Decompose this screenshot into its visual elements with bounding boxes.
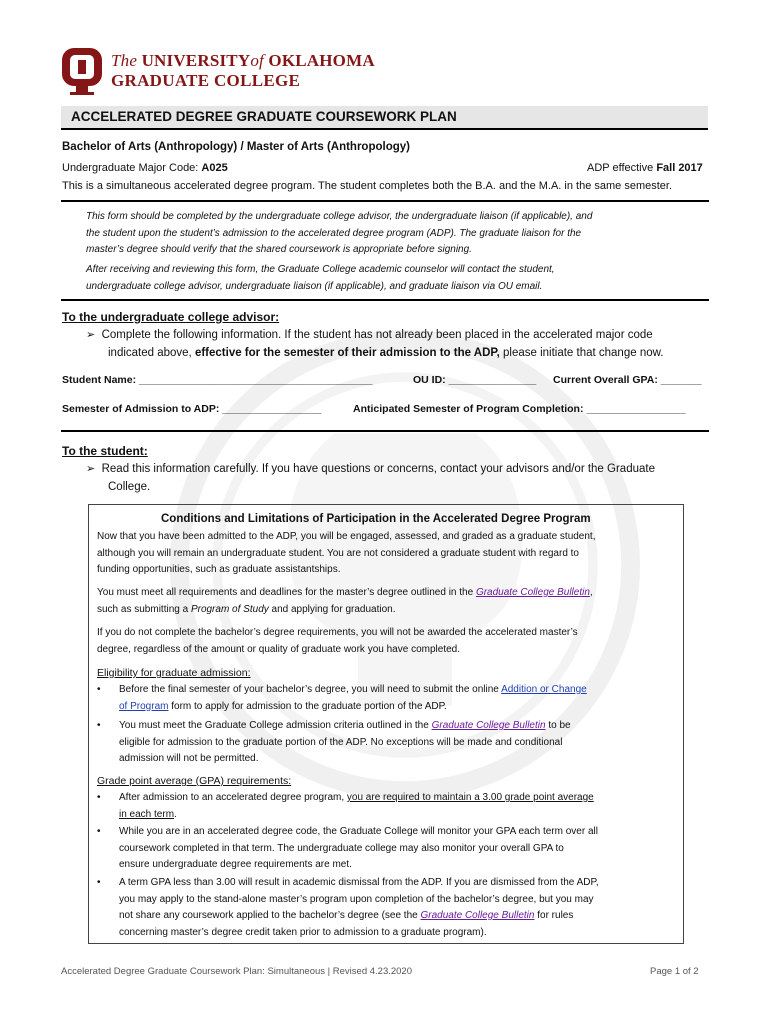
arrow-bullet-icon: ➢ <box>86 329 96 341</box>
bulletin-link[interactable]: Graduate College Bulletin <box>431 720 546 731</box>
box-paragraph-3: If you do not complete the bachelor’s degree requirements, you will not be awarded the accelerated master’s degree, regardless of the amount or quality of graduate work you have completed. <box>97 627 578 655</box>
gpa-item-text: A term GPA less than 3.00 will result in academic dismissal from the ADP. If you are dismissed from the ADP, you may apply to the stand-alone master’s program upon completion of the bachelor’s degree, but you may not share any coursework applied to the bachelor’s degree (see the Graduate College Bulletin for rules concerning master’s degree credit taken prior to admission to a graduate program). <box>119 877 599 938</box>
bulletin-link[interactable]: Graduate College Bulletin <box>420 910 535 921</box>
box-title: Conditions and Limitations of Participation in the Accelerated Degree Program <box>161 513 591 525</box>
gpa-item <box>97 790 101 807</box>
addition-change-link[interactable]: Addition or Change <box>501 684 587 695</box>
gpa-item <box>97 824 101 841</box>
program-description: This is a simultaneous accelerated degree program. The student completes both the B.A. and the M.A. in the same semester. <box>62 180 673 192</box>
university-name: The UNIVERSITYof OKLAHOMA <box>111 51 375 70</box>
college-name: GRADUATE COLLEGE <box>111 71 301 90</box>
form-title-bar <box>61 106 708 130</box>
advisor-heading: To the undergraduate college advisor: <box>62 310 280 324</box>
bulletin-link[interactable]: Graduate College Bulletin <box>475 587 590 598</box>
instructions-paragraph-1: This form should be completed by the undergraduate college advisor, the undergraduate liaison (if applicable), and the student upon the student’s admission to the accelerated degree program (ADP). The graduate liaison for the master’s degree should verify that the shared coursework is appropriate before signing. <box>86 211 593 255</box>
student-name-field[interactable]: Student Name: ________________________________________ <box>62 374 373 386</box>
program-name: Bachelor of Arts (Anthropology) / Master of Arts (Anthropology) <box>62 141 410 153</box>
eligibility-item-text: Before the final semester of your bachelor’s degree, you will need to submit the online Addition or Change of Program form to apply for admission to the graduate portion of the ADP. <box>119 684 587 712</box>
gpa-heading: Grade point average (GPA) requirements: <box>97 775 292 787</box>
anticipated-completion-field[interactable]: Anticipated Semester of Program Completion: _________________ <box>353 403 686 415</box>
gpa-field[interactable]: Current Overall GPA: _______ <box>553 374 702 386</box>
bullet-icon: • <box>97 877 101 888</box>
instructions-paragraph-2: After receiving and reviewing this form, the Graduate College academic counselor will contact the student, undergraduate college advisor, undergraduate liaison (if applicable), and graduate liaison via OU email. <box>86 264 555 292</box>
form-title: ACCELERATED DEGREE GRADUATE COURSEWORK PLAN <box>71 109 457 124</box>
ou-logo-icon <box>60 46 104 96</box>
eligibility-heading: Eligibility for graduate admission: <box>97 667 251 679</box>
divider <box>61 200 709 202</box>
arrow-bullet-icon: ➢ <box>86 463 96 475</box>
bullet-icon: • <box>97 792 101 803</box>
gpa-item-text: While you are in an accelerated degree code, the Graduate College will monitor your GPA each term over all coursework completed in that term. The undergraduate college may also monitor your overall GPA to ensure undergraduate degree requirements are met. <box>119 826 598 870</box>
footer-text: Accelerated Degree Graduate Coursework Plan: Simultaneous | Revised 4.23.2020 <box>61 966 412 977</box>
divider <box>61 299 709 301</box>
eligibility-item <box>97 682 101 699</box>
bullet-icon: • <box>97 684 101 695</box>
bullet-icon: • <box>97 720 101 731</box>
student-instruction: ➢ Read this information carefully. If you have questions or concerns, contact your advisors and/or the Graduate College. <box>86 463 655 493</box>
addition-change-link-cont[interactable]: of Program <box>119 700 169 712</box>
advisor-instruction: ➢ Complete the following information. If the student has not already been placed in the accelerated major code indicated above, effective for the semester of their admission to the ADP, please initiate that change now. <box>86 329 664 359</box>
eligibility-item <box>97 718 101 735</box>
ou-id-field[interactable]: OU ID: _______________ <box>413 374 537 386</box>
student-heading: To the student: <box>62 444 148 458</box>
box-paragraph-2: You must meet all requirements and deadlines for the master’s degree outlined in the Graduate College Bulletin, such as submitting a Program of Study and applying for graduation. <box>97 587 593 615</box>
major-code: Undergraduate Major Code: A025 <box>62 162 228 174</box>
gpa-item-text: After admission to an accelerated degree program, you are required to maintain a 3.00 grade point average in each term. <box>119 792 594 820</box>
box-paragraph-1: Now that you have been admitted to the ADP, you will be engaged, assessed, and graded as a graduate student, although you will remain an undergraduate student. You are not considered a graduate student with regard to funding opportunities, such as graduate assistantships. <box>97 531 596 575</box>
divider <box>61 430 709 432</box>
semester-admission-field[interactable]: Semester of Admission to ADP: _________________ <box>62 403 322 415</box>
eligibility-item-text: You must meet the Graduate College admission criteria outlined in the Graduate College Bulletin to be eligible for admission to the graduate portion of the ADP. No exceptions will be made and conditional admission will not be permitted. <box>119 720 571 764</box>
adp-effective: ADP effective Fall 2017 <box>587 162 703 174</box>
bullet-icon: • <box>97 826 101 837</box>
page-number: Page 1 of 2 <box>650 966 699 977</box>
conditions-box <box>88 504 684 944</box>
gpa-item <box>97 875 101 892</box>
